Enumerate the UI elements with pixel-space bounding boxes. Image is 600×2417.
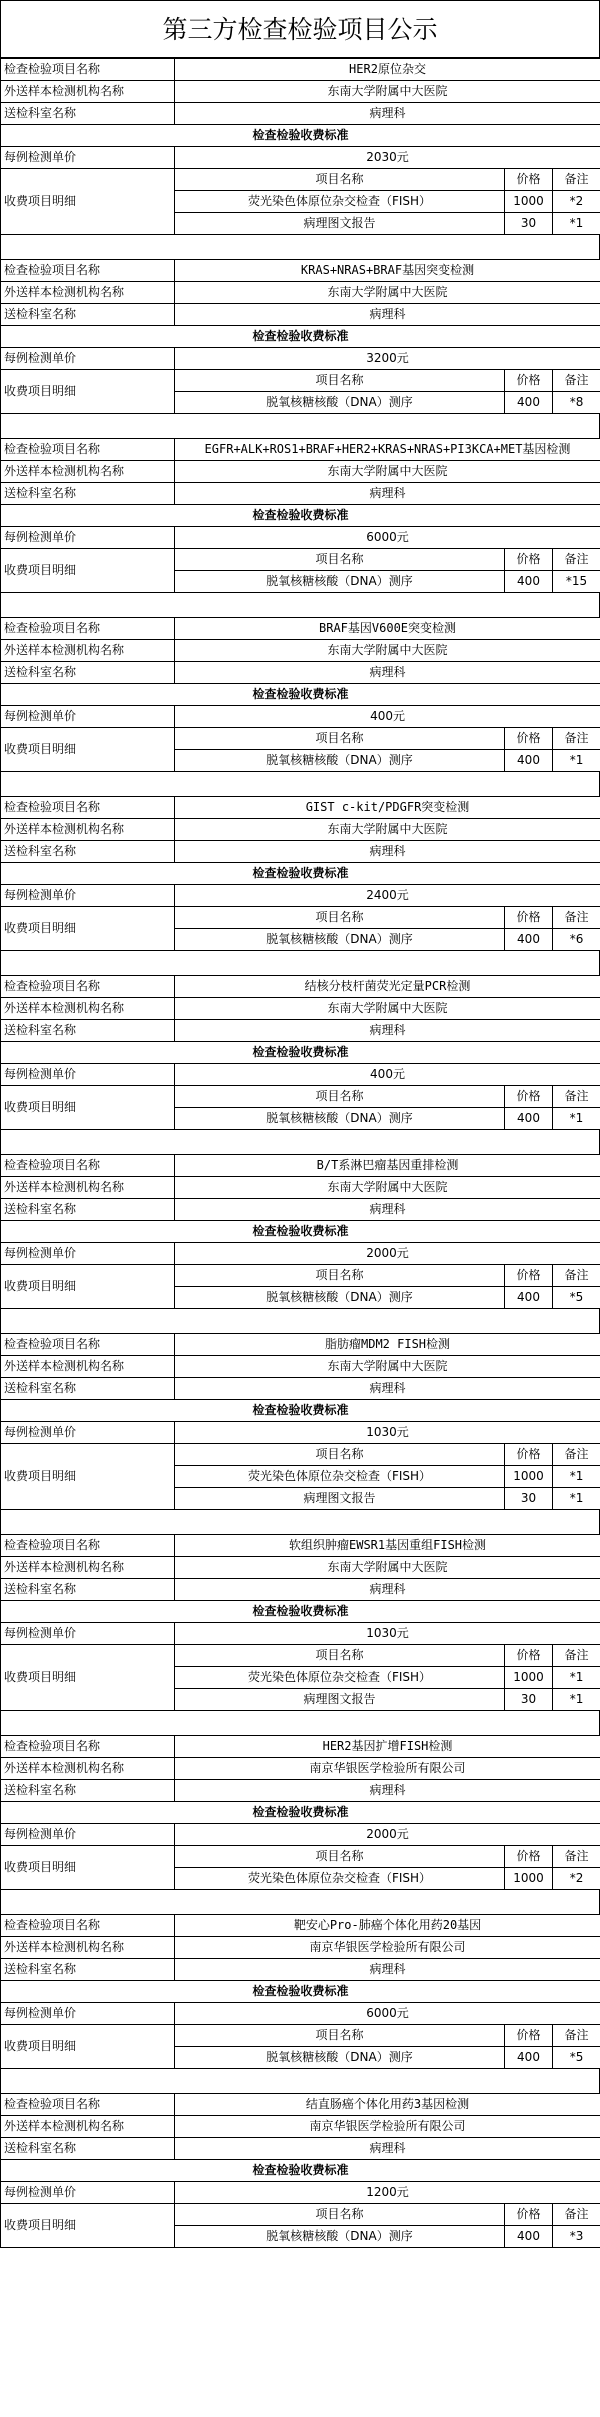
col-price-header: 价格 — [505, 370, 553, 392]
row-fee-header — [1, 1086, 600, 1108]
fee-item: 荧光染色体原位杂交检查（FISH） — [175, 1868, 505, 1890]
fee-detail-label: 收费项目明细 — [1, 549, 175, 593]
dept-value: 病理科 — [175, 1020, 600, 1042]
fee-standard-heading: 检查检验收费标准 — [1, 505, 600, 527]
fee-standard-heading: 检查检验收费标准 — [1, 1400, 600, 1422]
fee-price: 400 — [505, 392, 553, 414]
col-price-header: 价格 — [505, 1444, 553, 1466]
row-fee-standard — [1, 1221, 600, 1243]
project-block — [0, 58, 600, 235]
fee-price: 1000 — [505, 191, 553, 213]
item-name-value: 结核分枝杆菌荧光定量PCR检测 — [175, 976, 600, 998]
org-value: 东南大学附属中大医院 — [175, 282, 600, 304]
row-item-name — [1, 618, 600, 640]
block-separator — [0, 951, 600, 975]
col-item-header: 项目名称 — [175, 728, 505, 750]
col-price-header: 价格 — [505, 1846, 553, 1868]
row-unit-price — [1, 2182, 600, 2204]
fee-item: 脱氧核糖核酸（DNA）测序 — [175, 1287, 505, 1309]
org-label: 外送样本检测机构名称 — [1, 2116, 175, 2138]
row-org — [1, 2116, 600, 2138]
item-name-value: 结直肠癌个体化用药3基因检测 — [175, 2094, 600, 2116]
fee-standard-heading: 检查检验收费标准 — [1, 1601, 600, 1623]
item-name-label: 检查检验项目名称 — [1, 2094, 175, 2116]
fee-note: *5 — [553, 2047, 600, 2069]
org-label: 外送样本检测机构名称 — [1, 640, 175, 662]
dept-value: 病理科 — [175, 1959, 600, 1981]
fee-standard-heading: 检查检验收费标准 — [1, 125, 600, 147]
fee-price: 30 — [505, 1488, 553, 1510]
org-label: 外送样本检测机构名称 — [1, 282, 175, 304]
fee-item: 脱氧核糖核酸（DNA）测序 — [175, 392, 505, 414]
col-price-header: 价格 — [505, 907, 553, 929]
item-name-label: 检查检验项目名称 — [1, 797, 175, 819]
col-price-header: 价格 — [505, 2025, 553, 2047]
row-item-name — [1, 1155, 600, 1177]
fee-note: *1 — [553, 1689, 600, 1711]
org-label: 外送样本检测机构名称 — [1, 819, 175, 841]
row-unit-price — [1, 1243, 600, 1265]
row-item-name — [1, 1535, 600, 1557]
dept-value: 病理科 — [175, 103, 600, 125]
block-separator — [0, 593, 600, 617]
fee-detail-label: 收费项目明细 — [1, 370, 175, 414]
fee-standard-heading: 检查检验收费标准 — [1, 1042, 600, 1064]
item-name-value: GIST c-kit/PDGFR突变检测 — [175, 797, 600, 819]
org-value: 东南大学附属中大医院 — [175, 81, 600, 103]
dept-value: 病理科 — [175, 1579, 600, 1601]
block-separator — [0, 414, 600, 438]
dept-label: 送检科室名称 — [1, 841, 175, 863]
fee-item: 病理图文报告 — [175, 1488, 505, 1510]
project-block — [0, 1534, 600, 1711]
project-block — [0, 438, 600, 593]
project-block — [0, 1333, 600, 1510]
fee-item: 脱氧核糖核酸（DNA）测序 — [175, 2226, 505, 2248]
col-item-header: 项目名称 — [175, 1645, 505, 1667]
row-fee-standard — [1, 684, 600, 706]
row-dept — [1, 662, 600, 684]
row-fee-standard — [1, 1601, 600, 1623]
block-separator — [0, 1711, 600, 1735]
dept-label: 送检科室名称 — [1, 1959, 175, 1981]
item-name-value: EGFR+ALK+ROS1+BRAF+HER2+KRAS+NRAS+PI3KCA+MET基因检测 — [175, 439, 600, 461]
dept-label: 送检科室名称 — [1, 1579, 175, 1601]
row-item-name — [1, 1736, 600, 1758]
dept-value: 病理科 — [175, 304, 600, 326]
unit-price-value: 2000元 — [175, 1824, 600, 1846]
col-item-header: 项目名称 — [175, 2025, 505, 2047]
page-title: 第三方检查检验项目公示 — [0, 0, 600, 58]
col-note-header: 备注 — [553, 370, 600, 392]
unit-price-label: 每例检测单价 — [1, 147, 175, 169]
org-value: 南京华银医学检验所有限公司 — [175, 1758, 600, 1780]
row-fee-standard — [1, 2160, 600, 2182]
item-name-label: 检查检验项目名称 — [1, 976, 175, 998]
row-item-name — [1, 260, 600, 282]
fee-item: 脱氧核糖核酸（DNA）测序 — [175, 1108, 505, 1130]
fee-price: 400 — [505, 929, 553, 951]
row-fee-header — [1, 2025, 600, 2047]
col-item-header: 项目名称 — [175, 2204, 505, 2226]
fee-item: 脱氧核糖核酸（DNA）测序 — [175, 929, 505, 951]
col-price-header: 价格 — [505, 2204, 553, 2226]
unit-price-label: 每例检测单价 — [1, 2182, 175, 2204]
col-price-header: 价格 — [505, 1265, 553, 1287]
item-name-label: 检查检验项目名称 — [1, 1915, 175, 1937]
project-block — [0, 259, 600, 414]
dept-value: 病理科 — [175, 483, 600, 505]
fee-detail-label: 收费项目明细 — [1, 728, 175, 772]
block-separator — [0, 772, 600, 796]
col-note-header: 备注 — [553, 2025, 600, 2047]
org-value: 南京华银医学检验所有限公司 — [175, 2116, 600, 2138]
fee-standard-heading: 检查检验收费标准 — [1, 684, 600, 706]
fee-note: *1 — [553, 1488, 600, 1510]
fee-item: 荧光染色体原位杂交检查（FISH） — [175, 191, 505, 213]
org-value: 东南大学附属中大医院 — [175, 1356, 600, 1378]
fee-price: 400 — [505, 1108, 553, 1130]
row-item-name — [1, 1915, 600, 1937]
item-name-label: 检查检验项目名称 — [1, 1736, 175, 1758]
col-item-header: 项目名称 — [175, 549, 505, 571]
fee-item: 病理图文报告 — [175, 1689, 505, 1711]
fee-item: 脱氧核糖核酸（DNA）测序 — [175, 750, 505, 772]
col-note-header: 备注 — [553, 728, 600, 750]
row-fee-header — [1, 169, 600, 191]
row-fee-header — [1, 907, 600, 929]
item-name-value: B/T系淋巴瘤基因重排检测 — [175, 1155, 600, 1177]
row-org — [1, 1557, 600, 1579]
row-dept — [1, 1199, 600, 1221]
col-note-header: 备注 — [553, 2204, 600, 2226]
unit-price-value: 2000元 — [175, 1243, 600, 1265]
unit-price-value: 2400元 — [175, 885, 600, 907]
fee-note: *2 — [553, 191, 600, 213]
row-fee-header — [1, 1645, 600, 1667]
project-block — [0, 2093, 600, 2248]
fee-price: 1000 — [505, 1466, 553, 1488]
org-value: 南京华银医学检验所有限公司 — [175, 1937, 600, 1959]
row-fee-standard — [1, 1981, 600, 2003]
row-fee-standard — [1, 1400, 600, 1422]
block-separator — [0, 1890, 600, 1914]
org-value: 东南大学附属中大医院 — [175, 1557, 600, 1579]
row-unit-price — [1, 147, 600, 169]
fee-standard-heading: 检查检验收费标准 — [1, 1802, 600, 1824]
project-block — [0, 617, 600, 772]
unit-price-label: 每例检测单价 — [1, 348, 175, 370]
fee-price: 30 — [505, 213, 553, 235]
row-unit-price — [1, 527, 600, 549]
fee-standard-heading: 检查检验收费标准 — [1, 1981, 600, 2003]
row-org — [1, 1356, 600, 1378]
dept-label: 送检科室名称 — [1, 1199, 175, 1221]
fee-item: 脱氧核糖核酸（DNA）测序 — [175, 571, 505, 593]
dept-label: 送检科室名称 — [1, 1780, 175, 1802]
fee-item: 荧光染色体原位杂交检查（FISH） — [175, 1667, 505, 1689]
org-value: 东南大学附属中大医院 — [175, 1177, 600, 1199]
fee-price: 30 — [505, 1689, 553, 1711]
fee-note: *15 — [553, 571, 600, 593]
col-item-header: 项目名称 — [175, 1846, 505, 1868]
row-org — [1, 81, 600, 103]
row-unit-price — [1, 1824, 600, 1846]
fee-item: 脱氧核糖核酸（DNA）测序 — [175, 2047, 505, 2069]
row-fee-standard — [1, 1042, 600, 1064]
org-value: 东南大学附属中大医院 — [175, 640, 600, 662]
unit-price-value: 400元 — [175, 706, 600, 728]
unit-price-value: 6000元 — [175, 527, 600, 549]
item-name-label: 检查检验项目名称 — [1, 260, 175, 282]
unit-price-value: 2030元 — [175, 147, 600, 169]
dept-value: 病理科 — [175, 1199, 600, 1221]
row-dept — [1, 103, 600, 125]
row-fee-standard — [1, 1802, 600, 1824]
row-unit-price — [1, 348, 600, 370]
row-fee-standard — [1, 505, 600, 527]
col-price-header: 价格 — [505, 728, 553, 750]
col-note-header: 备注 — [553, 169, 600, 191]
row-fee-header — [1, 728, 600, 750]
col-price-header: 价格 — [505, 1645, 553, 1667]
fee-standard-heading: 检查检验收费标准 — [1, 863, 600, 885]
row-org — [1, 819, 600, 841]
block-separator — [0, 2069, 600, 2093]
item-name-value: 脂肪瘤MDM2 FISH检测 — [175, 1334, 600, 1356]
fee-note: *1 — [553, 1667, 600, 1689]
fee-note: *8 — [553, 392, 600, 414]
col-note-header: 备注 — [553, 907, 600, 929]
row-unit-price — [1, 885, 600, 907]
row-fee-standard — [1, 125, 600, 147]
item-name-label: 检查检验项目名称 — [1, 1334, 175, 1356]
fee-note: *5 — [553, 1287, 600, 1309]
fee-detail-label: 收费项目明细 — [1, 1086, 175, 1130]
fee-detail-label: 收费项目明细 — [1, 1645, 175, 1711]
block-separator — [0, 1309, 600, 1333]
item-name-value: 软组织肿瘤EWSR1基因重组FISH检测 — [175, 1535, 600, 1557]
dept-label: 送检科室名称 — [1, 2138, 175, 2160]
fee-detail-label: 收费项目明细 — [1, 907, 175, 951]
fee-price: 1000 — [505, 1667, 553, 1689]
fee-standard-heading: 检查检验收费标准 — [1, 326, 600, 348]
unit-price-label: 每例检测单价 — [1, 706, 175, 728]
unit-price-label: 每例检测单价 — [1, 1243, 175, 1265]
col-item-header: 项目名称 — [175, 1444, 505, 1466]
row-org — [1, 461, 600, 483]
row-item-name — [1, 439, 600, 461]
col-item-header: 项目名称 — [175, 1265, 505, 1287]
row-dept — [1, 1020, 600, 1042]
col-note-header: 备注 — [553, 1645, 600, 1667]
unit-price-value: 1030元 — [175, 1623, 600, 1645]
col-price-header: 价格 — [505, 169, 553, 191]
fee-note: *2 — [553, 1868, 600, 1890]
unit-price-value: 1200元 — [175, 2182, 600, 2204]
item-name-label: 检查检验项目名称 — [1, 59, 175, 81]
row-org — [1, 282, 600, 304]
fee-note: *1 — [553, 750, 600, 772]
col-note-header: 备注 — [553, 1846, 600, 1868]
fee-note: *1 — [553, 1108, 600, 1130]
row-org — [1, 1758, 600, 1780]
block-separator — [0, 1130, 600, 1154]
row-unit-price — [1, 2003, 600, 2025]
project-block — [0, 1154, 600, 1309]
row-fee-header — [1, 1444, 600, 1466]
block-separator — [0, 235, 600, 259]
row-unit-price — [1, 1064, 600, 1086]
row-item-name — [1, 976, 600, 998]
row-item-name — [1, 797, 600, 819]
row-dept — [1, 304, 600, 326]
dept-label: 送检科室名称 — [1, 1020, 175, 1042]
dept-label: 送检科室名称 — [1, 483, 175, 505]
dept-label: 送检科室名称 — [1, 662, 175, 684]
org-label: 外送样本检测机构名称 — [1, 1177, 175, 1199]
unit-price-label: 每例检测单价 — [1, 527, 175, 549]
dept-value: 病理科 — [175, 1780, 600, 1802]
block-separator — [0, 1510, 600, 1534]
col-item-header: 项目名称 — [175, 169, 505, 191]
fee-detail-label: 收费项目明细 — [1, 2204, 175, 2248]
row-dept — [1, 1378, 600, 1400]
unit-price-value: 6000元 — [175, 2003, 600, 2025]
row-dept — [1, 483, 600, 505]
dept-label: 送检科室名称 — [1, 304, 175, 326]
col-item-header: 项目名称 — [175, 370, 505, 392]
unit-price-label: 每例检测单价 — [1, 1824, 175, 1846]
dept-label: 送检科室名称 — [1, 103, 175, 125]
fee-price: 400 — [505, 1287, 553, 1309]
row-fee-standard — [1, 326, 600, 348]
col-item-header: 项目名称 — [175, 907, 505, 929]
item-name-value: HER2基因扩增FISH检测 — [175, 1736, 600, 1758]
row-org — [1, 998, 600, 1020]
item-name-label: 检查检验项目名称 — [1, 439, 175, 461]
row-fee-header — [1, 2204, 600, 2226]
project-list — [0, 58, 600, 2248]
row-fee-header — [1, 1846, 600, 1868]
col-price-header: 价格 — [505, 1086, 553, 1108]
fee-price: 400 — [505, 2226, 553, 2248]
row-fee-header — [1, 549, 600, 571]
dept-value: 病理科 — [175, 1378, 600, 1400]
item-name-value: 靶安心Pro-肺癌个体化用药20基因 — [175, 1915, 600, 1937]
row-org — [1, 1937, 600, 1959]
item-name-label: 检查检验项目名称 — [1, 1155, 175, 1177]
project-block — [0, 975, 600, 1130]
org-label: 外送样本检测机构名称 — [1, 461, 175, 483]
item-name-label: 检查检验项目名称 — [1, 618, 175, 640]
row-fee-header — [1, 370, 600, 392]
dept-label: 送检科室名称 — [1, 1378, 175, 1400]
item-name-value: KRAS+NRAS+BRAF基因突变检测 — [175, 260, 600, 282]
row-fee-standard — [1, 863, 600, 885]
fee-note: *1 — [553, 213, 600, 235]
fee-price: 400 — [505, 571, 553, 593]
org-value: 东南大学附属中大医院 — [175, 461, 600, 483]
row-dept — [1, 1780, 600, 1802]
org-label: 外送样本检测机构名称 — [1, 1356, 175, 1378]
fee-detail-label: 收费项目明细 — [1, 169, 175, 235]
org-label: 外送样本检测机构名称 — [1, 998, 175, 1020]
fee-item: 病理图文报告 — [175, 213, 505, 235]
unit-price-label: 每例检测单价 — [1, 885, 175, 907]
dept-value: 病理科 — [175, 662, 600, 684]
project-block — [0, 1914, 600, 2069]
row-org — [1, 640, 600, 662]
col-note-header: 备注 — [553, 1265, 600, 1287]
org-label: 外送样本检测机构名称 — [1, 1758, 175, 1780]
row-dept — [1, 841, 600, 863]
fee-detail-label: 收费项目明细 — [1, 1846, 175, 1890]
unit-price-label: 每例检测单价 — [1, 1623, 175, 1645]
item-name-value: BRAF基因V600E突变检测 — [175, 618, 600, 640]
fee-detail-label: 收费项目明细 — [1, 1444, 175, 1510]
col-note-header: 备注 — [553, 1086, 600, 1108]
fee-standard-heading: 检查检验收费标准 — [1, 2160, 600, 2182]
unit-price-label: 每例检测单价 — [1, 1064, 175, 1086]
unit-price-value: 400元 — [175, 1064, 600, 1086]
unit-price-label: 每例检测单价 — [1, 2003, 175, 2025]
project-block — [0, 1735, 600, 1890]
org-label: 外送样本检测机构名称 — [1, 1557, 175, 1579]
fee-price: 400 — [505, 2047, 553, 2069]
col-price-header: 价格 — [505, 549, 553, 571]
org-label: 外送样本检测机构名称 — [1, 81, 175, 103]
dept-value: 病理科 — [175, 841, 600, 863]
unit-price-value: 3200元 — [175, 348, 600, 370]
col-note-header: 备注 — [553, 1444, 600, 1466]
row-unit-price — [1, 706, 600, 728]
unit-price-value: 1030元 — [175, 1422, 600, 1444]
org-label: 外送样本检测机构名称 — [1, 1937, 175, 1959]
org-value: 东南大学附属中大医院 — [175, 819, 600, 841]
fee-detail-label: 收费项目明细 — [1, 2025, 175, 2069]
fee-item: 荧光染色体原位杂交检查（FISH） — [175, 1466, 505, 1488]
col-note-header: 备注 — [553, 549, 600, 571]
fee-price: 400 — [505, 750, 553, 772]
row-item-name — [1, 2094, 600, 2116]
row-dept — [1, 2138, 600, 2160]
row-item-name — [1, 1334, 600, 1356]
fee-price: 1000 — [505, 1868, 553, 1890]
fee-standard-heading: 检查检验收费标准 — [1, 1221, 600, 1243]
unit-price-label: 每例检测单价 — [1, 1422, 175, 1444]
fee-note: *6 — [553, 929, 600, 951]
org-value: 东南大学附属中大医院 — [175, 998, 600, 1020]
row-item-name — [1, 59, 600, 81]
row-unit-price — [1, 1422, 600, 1444]
item-name-value: HER2原位杂交 — [175, 59, 600, 81]
fee-note: *3 — [553, 2226, 600, 2248]
col-item-header: 项目名称 — [175, 1086, 505, 1108]
row-unit-price — [1, 1623, 600, 1645]
row-org — [1, 1177, 600, 1199]
project-block — [0, 796, 600, 951]
fee-note: *1 — [553, 1466, 600, 1488]
fee-detail-label: 收费项目明细 — [1, 1265, 175, 1309]
item-name-label: 检查检验项目名称 — [1, 1535, 175, 1557]
dept-value: 病理科 — [175, 2138, 600, 2160]
row-fee-header — [1, 1265, 600, 1287]
row-dept — [1, 1579, 600, 1601]
row-dept — [1, 1959, 600, 1981]
